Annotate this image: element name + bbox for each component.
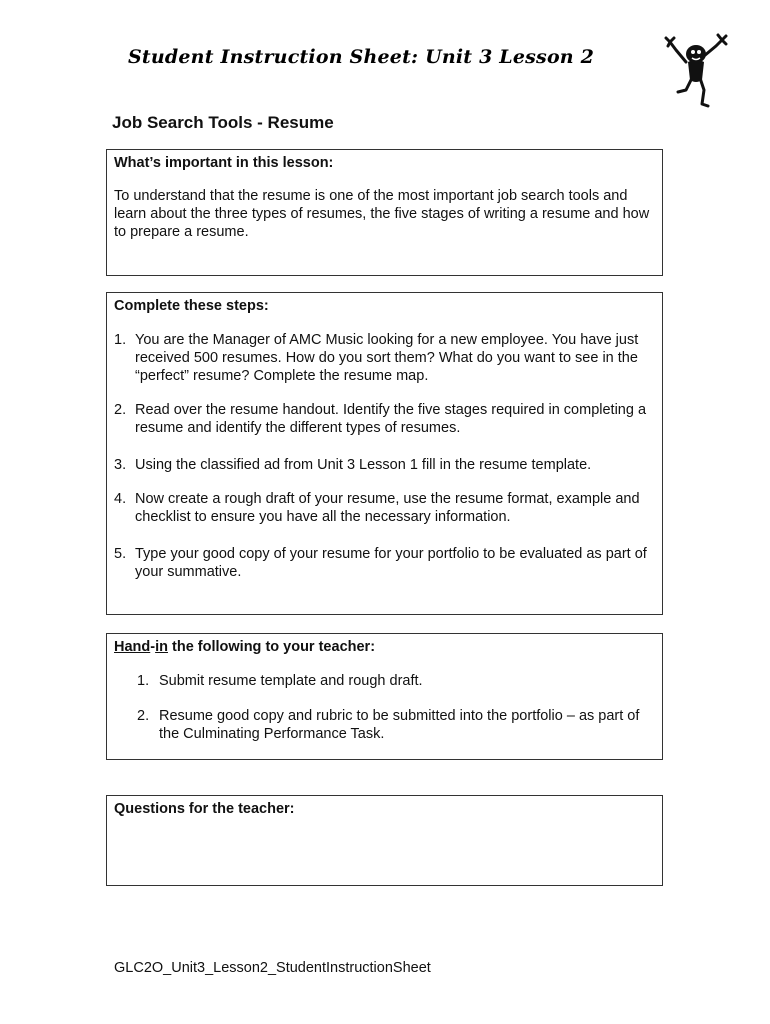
questions-box [106, 795, 663, 886]
steps-box [106, 292, 663, 615]
step-text: Now create a rough draft of your resume, use the resume format, example and checklist to ensure you have all the necessary information. [135, 491, 640, 525]
handin-text: Submit resume template and rough draft. [159, 673, 423, 689]
step-number: 5. [114, 546, 127, 562]
step-text: Using the classified ad from Unit 3 Lesson 1 fill in the resume template. [135, 457, 592, 473]
step-item [114, 331, 654, 385]
step-number: 3. [114, 457, 127, 473]
handin-text: Resume good copy and rubric to be submitted into the portfolio – as part of the Culminating Performance Task. [159, 708, 640, 742]
step-number: 1. [114, 332, 127, 348]
step-text: You are the Manager of AMC Music looking for a new employee. You have just received 500 resumes. How do you sort them? What do you want to see in the “perfect” resume? Complete the resume map. [135, 332, 639, 384]
step-text: Read over the resume handout. Identify the five stages required in completing a resume and identify the different types of resumes. [135, 402, 647, 436]
questions-heading: Questions for the teacher: [114, 801, 295, 817]
steps-heading: Complete these steps: [114, 298, 269, 314]
document-footer: GLC2O_Unit3_Lesson2_StudentInstructionSheet [114, 960, 431, 976]
step-number: 2. [114, 402, 127, 418]
handin-box [106, 633, 663, 760]
step-item [114, 401, 654, 437]
handin-heading-dash: - [150, 639, 156, 655]
lesson-title: Job Search Tools - Resume [112, 113, 334, 132]
step-item [114, 490, 654, 526]
step-item [114, 456, 654, 474]
handin-number: 2. [137, 708, 150, 724]
handin-heading-rest: the following to your teacher: [167, 639, 376, 655]
handin-item [137, 707, 652, 743]
important-text: To understand that the resume is one of the most important job search tools and learn about the three types of resumes, the five stages of writing a resume and how to prepare a resume. [114, 188, 650, 240]
handin-heading-in: in [155, 639, 168, 655]
handin-heading [114, 638, 375, 656]
handin-item [137, 672, 652, 690]
step-number: 4. [114, 491, 127, 507]
important-heading: What’s important in this lesson: [114, 155, 334, 171]
dancing-figure-icon [664, 32, 728, 108]
step-item [114, 545, 654, 581]
handin-heading-hand: Hand [114, 639, 151, 655]
handin-number: 1. [137, 673, 150, 689]
important-box [106, 149, 663, 276]
step-text: Type your good copy of your resume for your portfolio to be evaluated as part of your summative. [135, 546, 647, 580]
page-title: Student Instruction Sheet: Unit 3 Lesson 2 [128, 46, 595, 68]
